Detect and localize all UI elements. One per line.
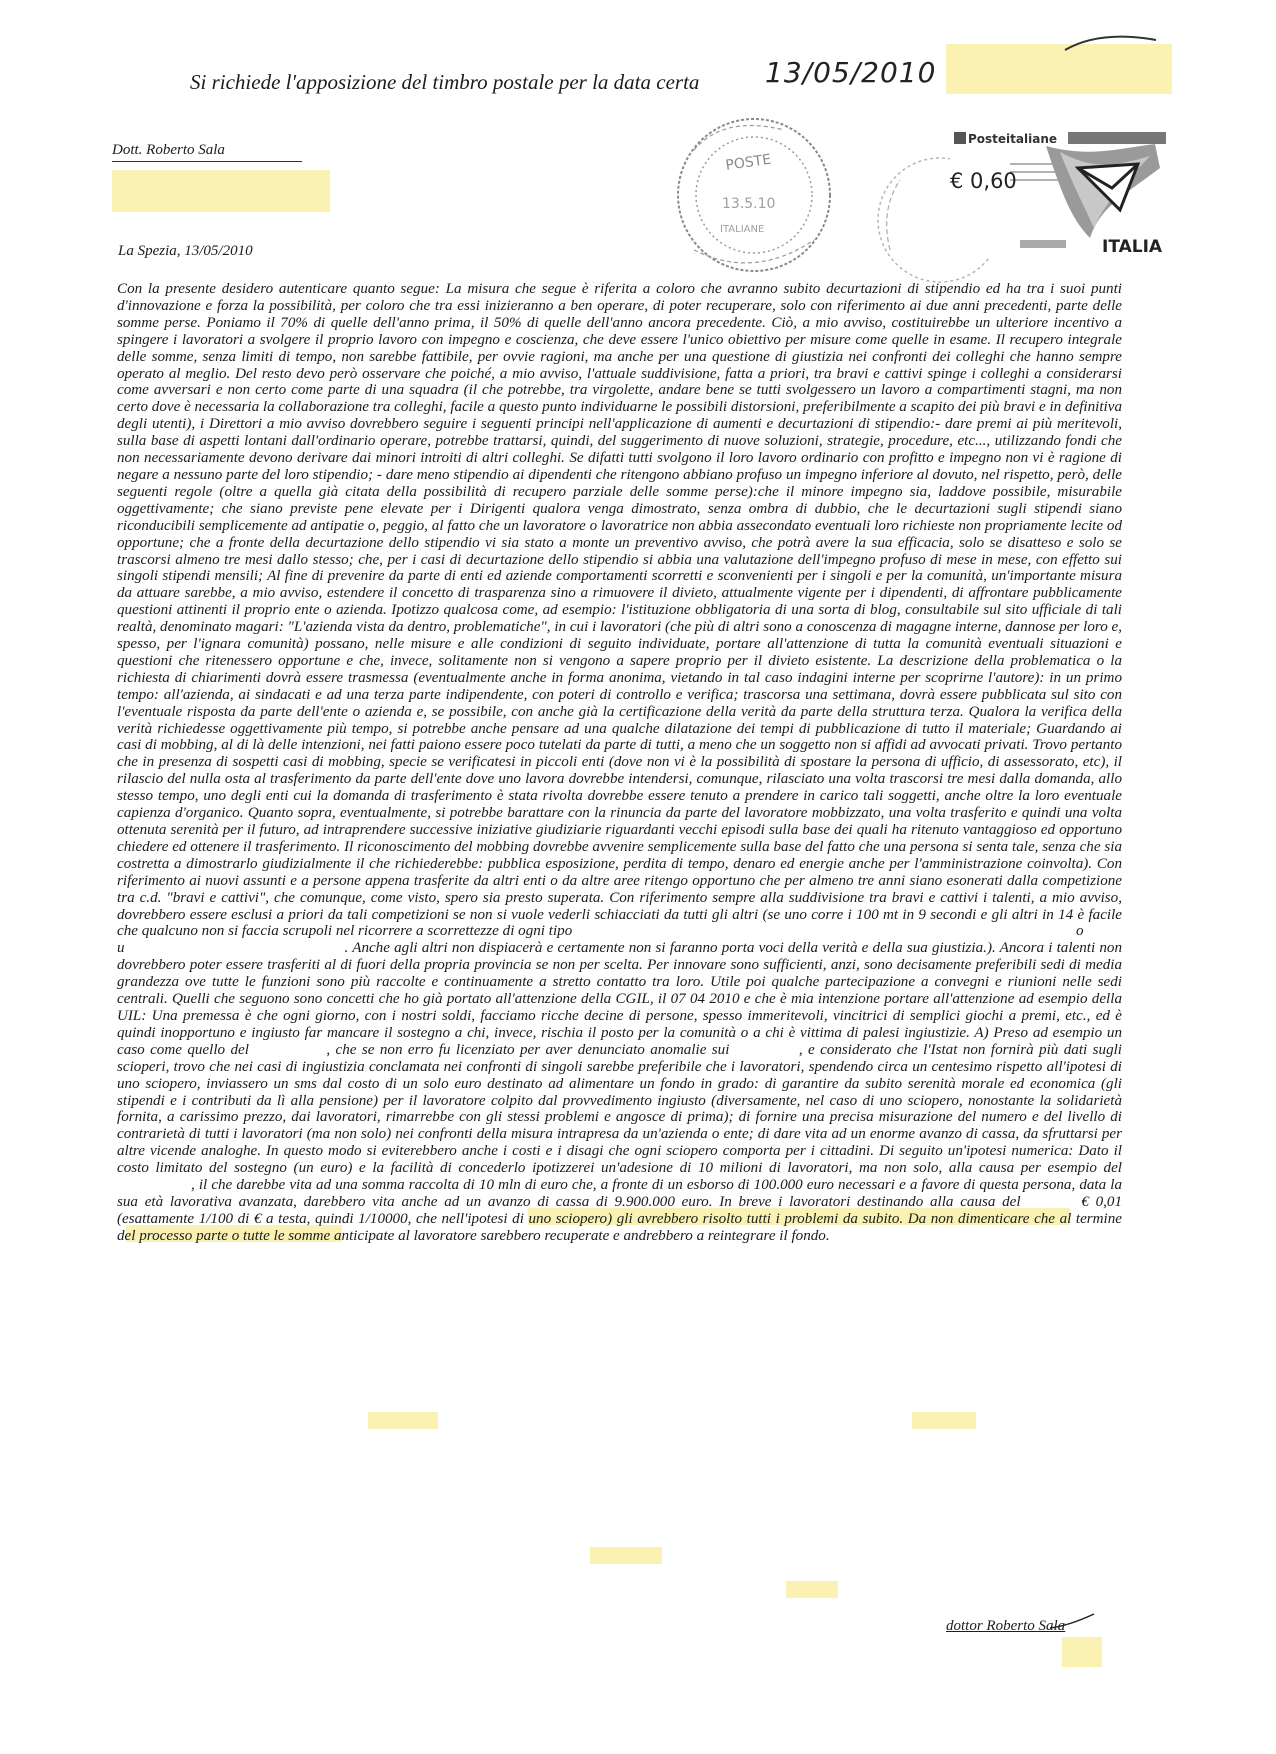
stamp-country: ITALIA xyxy=(1102,237,1163,257)
stamp-value: € 0,60 xyxy=(950,169,1017,193)
redaction-inline-3 xyxy=(368,1412,438,1429)
body-paragraph-2b: , che se non erro fu licenziato per aver denunciato anomalie sui xyxy=(326,1041,730,1058)
closing-signature: dottor Roberto Sala xyxy=(946,1618,1066,1634)
body-paragraph-2e: € 0,01 (esattamente 1/100 di € a testa, quindi 1/10000, che nell'ipotesi di uno sciopero) gli avrebbero risolto tutti i problemi da subito. Da non dimenticare che al termine del processo parte o tutte le somme anticipate al lavoratore sarebbero recuperate e andrebbero a reintegrare il fondo. xyxy=(117,1193,1123,1244)
body-paragraph-2d: , il che darebbe vita ad una somma raccolta di 10 mln di euro che, a fronte di un esborso di 100.000 euro necessari e a favore di questa persona, data la sua età lavorativa avanzata, darebbero vita anche ad un avanzo di cassa di 9.900.000 euro. In breve i lavoratori destinando alla causa del xyxy=(117,1177,1122,1210)
redaction-sender-address xyxy=(112,170,330,212)
postmark-line3: ITALIANE xyxy=(720,224,765,235)
postal-stamp-request: Si richiede l'apposizione del timbro postale per la data certa xyxy=(190,70,700,94)
redaction-inline-4 xyxy=(912,1412,976,1429)
postmark-line2: 13.5.10 xyxy=(722,196,776,212)
body-line-end-o: o xyxy=(1076,923,1084,940)
sender-name: Dott. Roberto Sala xyxy=(112,142,225,158)
signature-stroke xyxy=(1048,1612,1098,1632)
redaction-inline-5 xyxy=(590,1547,662,1564)
body-paragraph-1: Con la presente desidero autenticare quanto segue: La misura che segue è riferita a coloro che avranno subito decurtazioni di stipendio ed ha tra i suoi punti d'innovazione e forza la possibilità, per coloro che tra essi inizieranno a ben operare, di poter recuperare, solo con riferimento ai due anni precedenti, parte delle somme perse. Poniamo il 70% di quelle dell'anno prima, il 50% di quelle dell'anno ancora precedente. Ciò, a mio avviso, costituirebbe un ulteriore incentivo a spingere i lavoratori a svolgere il proprio lavoro con impegno e coscienza, che deve essere l'unico obiettivo per misure come quelle in esame. Il recupero integrale delle somme, senza limiti di tempo, non sarebbe fattibile, per ovvie ragioni, ma anche per una questione di giustizia nei confronti dei colleghi che hanno sempre operato al meglio. Del resto devo però osservare che poiché, a mio avviso, l'attuale suddivisione, fatta a priori, tra bravi e cattivi spinge i colleghi a considerarsi come avversari e non certo come parte di una squadra (il che potrebbe, tra virgolette, andare bene se tutti svolgessero un lavoro a compartimenti stagni, ma non certo dove è necessaria la collaborazione tra colleghi, facile a questo punto individuarne le possibili distorsioni, preferibilmente a scapito dei più bravi e in definitiva degli utenti), i Direttori a mio avviso dovrebbero seguire i seguenti principi nell'applicazione di aumenti e decurtazioni di stipendio:- dare premi ai più meritevoli, sulla base di aspetti lontani dall'ordinario operare, potrebbe trattarsi, quindi, del suggerimento di nuove soluzioni, strategie, procedure, etc..., utilizzando fondi che non necessariamente devono derivare dai minori introiti di altri colleghi. Se difatti tutti svolgono il loro lavoro ordinario con profitto e impegno non vi è ragione di negare a nessuno parte del loro stipendio; - dare meno stipendio ai dipendenti che ritengono abbiano profuso un impegno inferiore al dovuto, nel rispetto, però, delle seguenti regole (oltre a quella già citata della possibilità di recupero parziale delle somme perse):che il minore impegno sia, laddove possibile, misurabile oggettivamente; che siano previste pene elevate per i Dirigenti qualora venga dimostrato, senza ombra di dubbio, che le decurtazioni sugli stipendi siano riconducibili semplicemente ad antipatie o, peggio, al fatto che un lavoratore o lavoratrice non abbia assecondato eventuali loro richieste non propriamente lecite od opportune; che a fronte della decurtazione dello stipendio vi sia stato a monte un preventivo avviso, che potrà avere la sua efficacia, solo se disatteso e solo se trascorsi almeno tre mesi dallo stesso; che, per i casi di decurtazione dello stipendio si abbia una valutazione dell'impegno profuso di mese in mese, con effetto sui singoli stipendi mensili; Al fine di prevenire da parte di enti ed aziende comportamenti scorretti e sconvenienti per i singoli e per la comunità, un'importante misura da attuare sarebbe, a mio avviso, estendere il concetto di trasparenza sino a rimuovere il divieto, attualmente vigente per i dipendenti, di affrontare pubblicamente questioni attinenti il proprio ente o azienda. Ipotizzo qualcosa come, ad esempio: l'istituzione obbligatoria di una sorta di blog, consultabile sul sito ufficiale di tali realtà, denominato magari: "L'azienda vista da dentro, problematiche", in cui i lavoratori (che più di altri sono a conoscenza di magagne interne, dannose per loro e, spesso, per l'ignara comunità) possano, nelle misure e alle condizioni di seguito individuate, portare all'attenzione di tutta la comunità eventuali situazioni e questioni che ritenessero opportune e che, invece, solitamente non si vengono a sapere proprio per il divieto esistente. La descrizione della problematica o la richiesta di chiarimenti dovrà essere trasmessa (eventualmente anche in forma anonima, vietando in tal caso indagini interne per scoprirne l'autore): in un primo tempo: all'azienda, ai sindacati e ad una terza parte indipendente, con poteri di controllo e verifica; trascorsa una settimana, dovrà essere pubblicata sul sito con l'eventuale risposta da parte dell'ente o azienda e, se possibile, con anche già la certificazione della verità da parte della struttura terza. Qualora la verifica della verità richiedesse oggettivamente più tempo, si potrebbe anche pensare ad una qualche dilatazione dei tempi di pubblicazione di tutto il materiale; Guardando ai casi di mobbing, al di là delle intenzioni, nei fatti paiono essere poco tutelati da parte di tutti, a meno che un soggetto non si affidi ad avvocati privati. Trovo pertanto che in presenza di sospetti casi di mobbing, specie se verificatesi in piccoli enti (dove non vi è la possibilità di spostare la persona di ufficio, di assessorato, etc), il rilascio del nulla osta al trasferimento da parte dell'ente dove uno lavora dovrebbe intendersi, comunque, rilasciato una volta trascorsi tre mesi dalla domanda, allo stesso tempo, uno degli enti cui la domanda di trasferimento è stata rivolta dovrebbe essere tenuto a prendere in carico tali soggetti, anche oltre la loro eventuale capienza d'organico. Quanto sopra, eventualmente, si potrebbe barattare con la rinuncia da parte del lavoratore mobbizzato, una volta trasferito e quindi una volta ottenuta serenità per il futuro, ad intraprendere successive iniziative giudiziarie riguardanti vecchi episodi sulla base dei quali ha ritenuto vantaggioso ed opportuno chiedere ed ottenere il trasferimento. Il riconoscimento del mobbing dovrebbe avvenire semplicemente sulla base del fatto che una persona si senta tale, senza che sia costretta a dimostrarlo giudizialmente il che richiederebbe: pubblica esposizione, perdita di tempo, denaro ed energie anche per l'amministrazione coinvolta). Con riferimento ai nuovi assunti e a persone appena trasferite da altri enti o da altre aree ritengo opportuno che per almeno tre anni siano esonerati dalla competizione tra c.d. "bravi e cattivi", che comunque, come visto, spero sia presto superata. Con riferimento sempre alla suddivisione tra bravi e cattivi i talenti, a mio avviso, dovrebbero essere esclusi a priori da tali competizioni se non si vuole vederli schiacciati da tutti gli altri (se uno corre i 100 mt in 9 secondi e gli altri in 14 è facile che qualcuno non si faccia scrupoli nel ricorrere a scorrettezze di ogni tipo xyxy=(117,281,1122,940)
body-paragraph-2a: . Anche agli altri non dispiacerà e certamente non si faranno porta voci della verità e della sua giustizia.). Ancora i talenti non dovrebbero poter essere trasferiti al di fuori della propria provincia se non per scelta. Per innovare sono sufficienti, anzi, sono decisamente preferibili sedi di media grandezza ove tutte le funzioni sono più raccolte e continuamente a stretto contatto tra loro. Utile poi qualche partecipazione a convegni e riunioni nelle sedi centrali. Quelli che seguono sono concetti che ho già portato all'attenzione della CGIL, il 07 04 2010 e che è mia intenzione portare all'attenzione ad esempio della UIL: Una premessa è che ogni giorno, con i nostri soldi, facciamo ricche decine di persone, spesso immeritevoli, vincitrici di semplici giochi a premi, etc., ed è quindi inopportuno e ingiusto far mancare il sostegno a chi, invece, rischia il posto per la comunità o a chi è vittima di palesi ingiustizie. A) Preso ad esempio un caso come quello del xyxy=(117,940,1122,1058)
stamp-brand: Posteitaliane xyxy=(968,132,1058,146)
postmark-seal xyxy=(664,110,844,280)
postmark-line1: POSTE xyxy=(724,151,773,174)
body-line-start-u: u xyxy=(117,940,125,957)
body-paragraph-2c: , e considerato che l'Istat non fornirà più dati sugli scioperi, trovo che nei casi di ingiustizia conclamata nei confronti di singoli sarebbe preferibile che i lavoratori, spendendo circa un centesimo rispetto all'ipotesi di uno sciopero, inviassero un sms dal costo di un solo euro destinato ad alimentare un fondo in grado: di garantire da subito serenità morale ed economica (gli stipendi e i contributi da lì alla pensione) per il lavoratore colpito dal provvedimento ingiusto (diversamente, nel caso di uno sciopero, nonostante la solidarietà fornita, a carissimo prezzo, dai lavoratori, rimarrebbe con gli stessi problemi e angosce di prima); di fornire una precisa misurazione del numero e del livello di contrarietà di tutti i lavoratori (ma non solo) nei confronti della misura intrapresa da un'azienda o ente; di dare vita ad un enorme avanzo di cassa, da sfruttarsi per altre vicende analoghe. In questo modo si eviterebbero anche i costi e i disagi che ogni sciopero comporta per i cittadini. Di seguito un'ipotesi numerica: Dato il costo limitato del sostegno (un euro) e la facilità di concederlo ipotizzerei un'adesione di 10 milioni di lavoratori, ma non solo, alla causa per esempio del xyxy=(117,1041,1123,1177)
handwritten-date: 13/05/2010 xyxy=(765,56,937,89)
redaction-inline-6 xyxy=(786,1581,838,1598)
corner-mark xyxy=(1060,28,1160,58)
place-date: La Spezia, 13/05/2010 xyxy=(118,243,253,259)
redaction-bottom-right xyxy=(1062,1637,1102,1667)
document-body xyxy=(117,281,1122,1245)
sender-underline xyxy=(112,161,302,162)
postage-stamp xyxy=(950,128,1172,258)
